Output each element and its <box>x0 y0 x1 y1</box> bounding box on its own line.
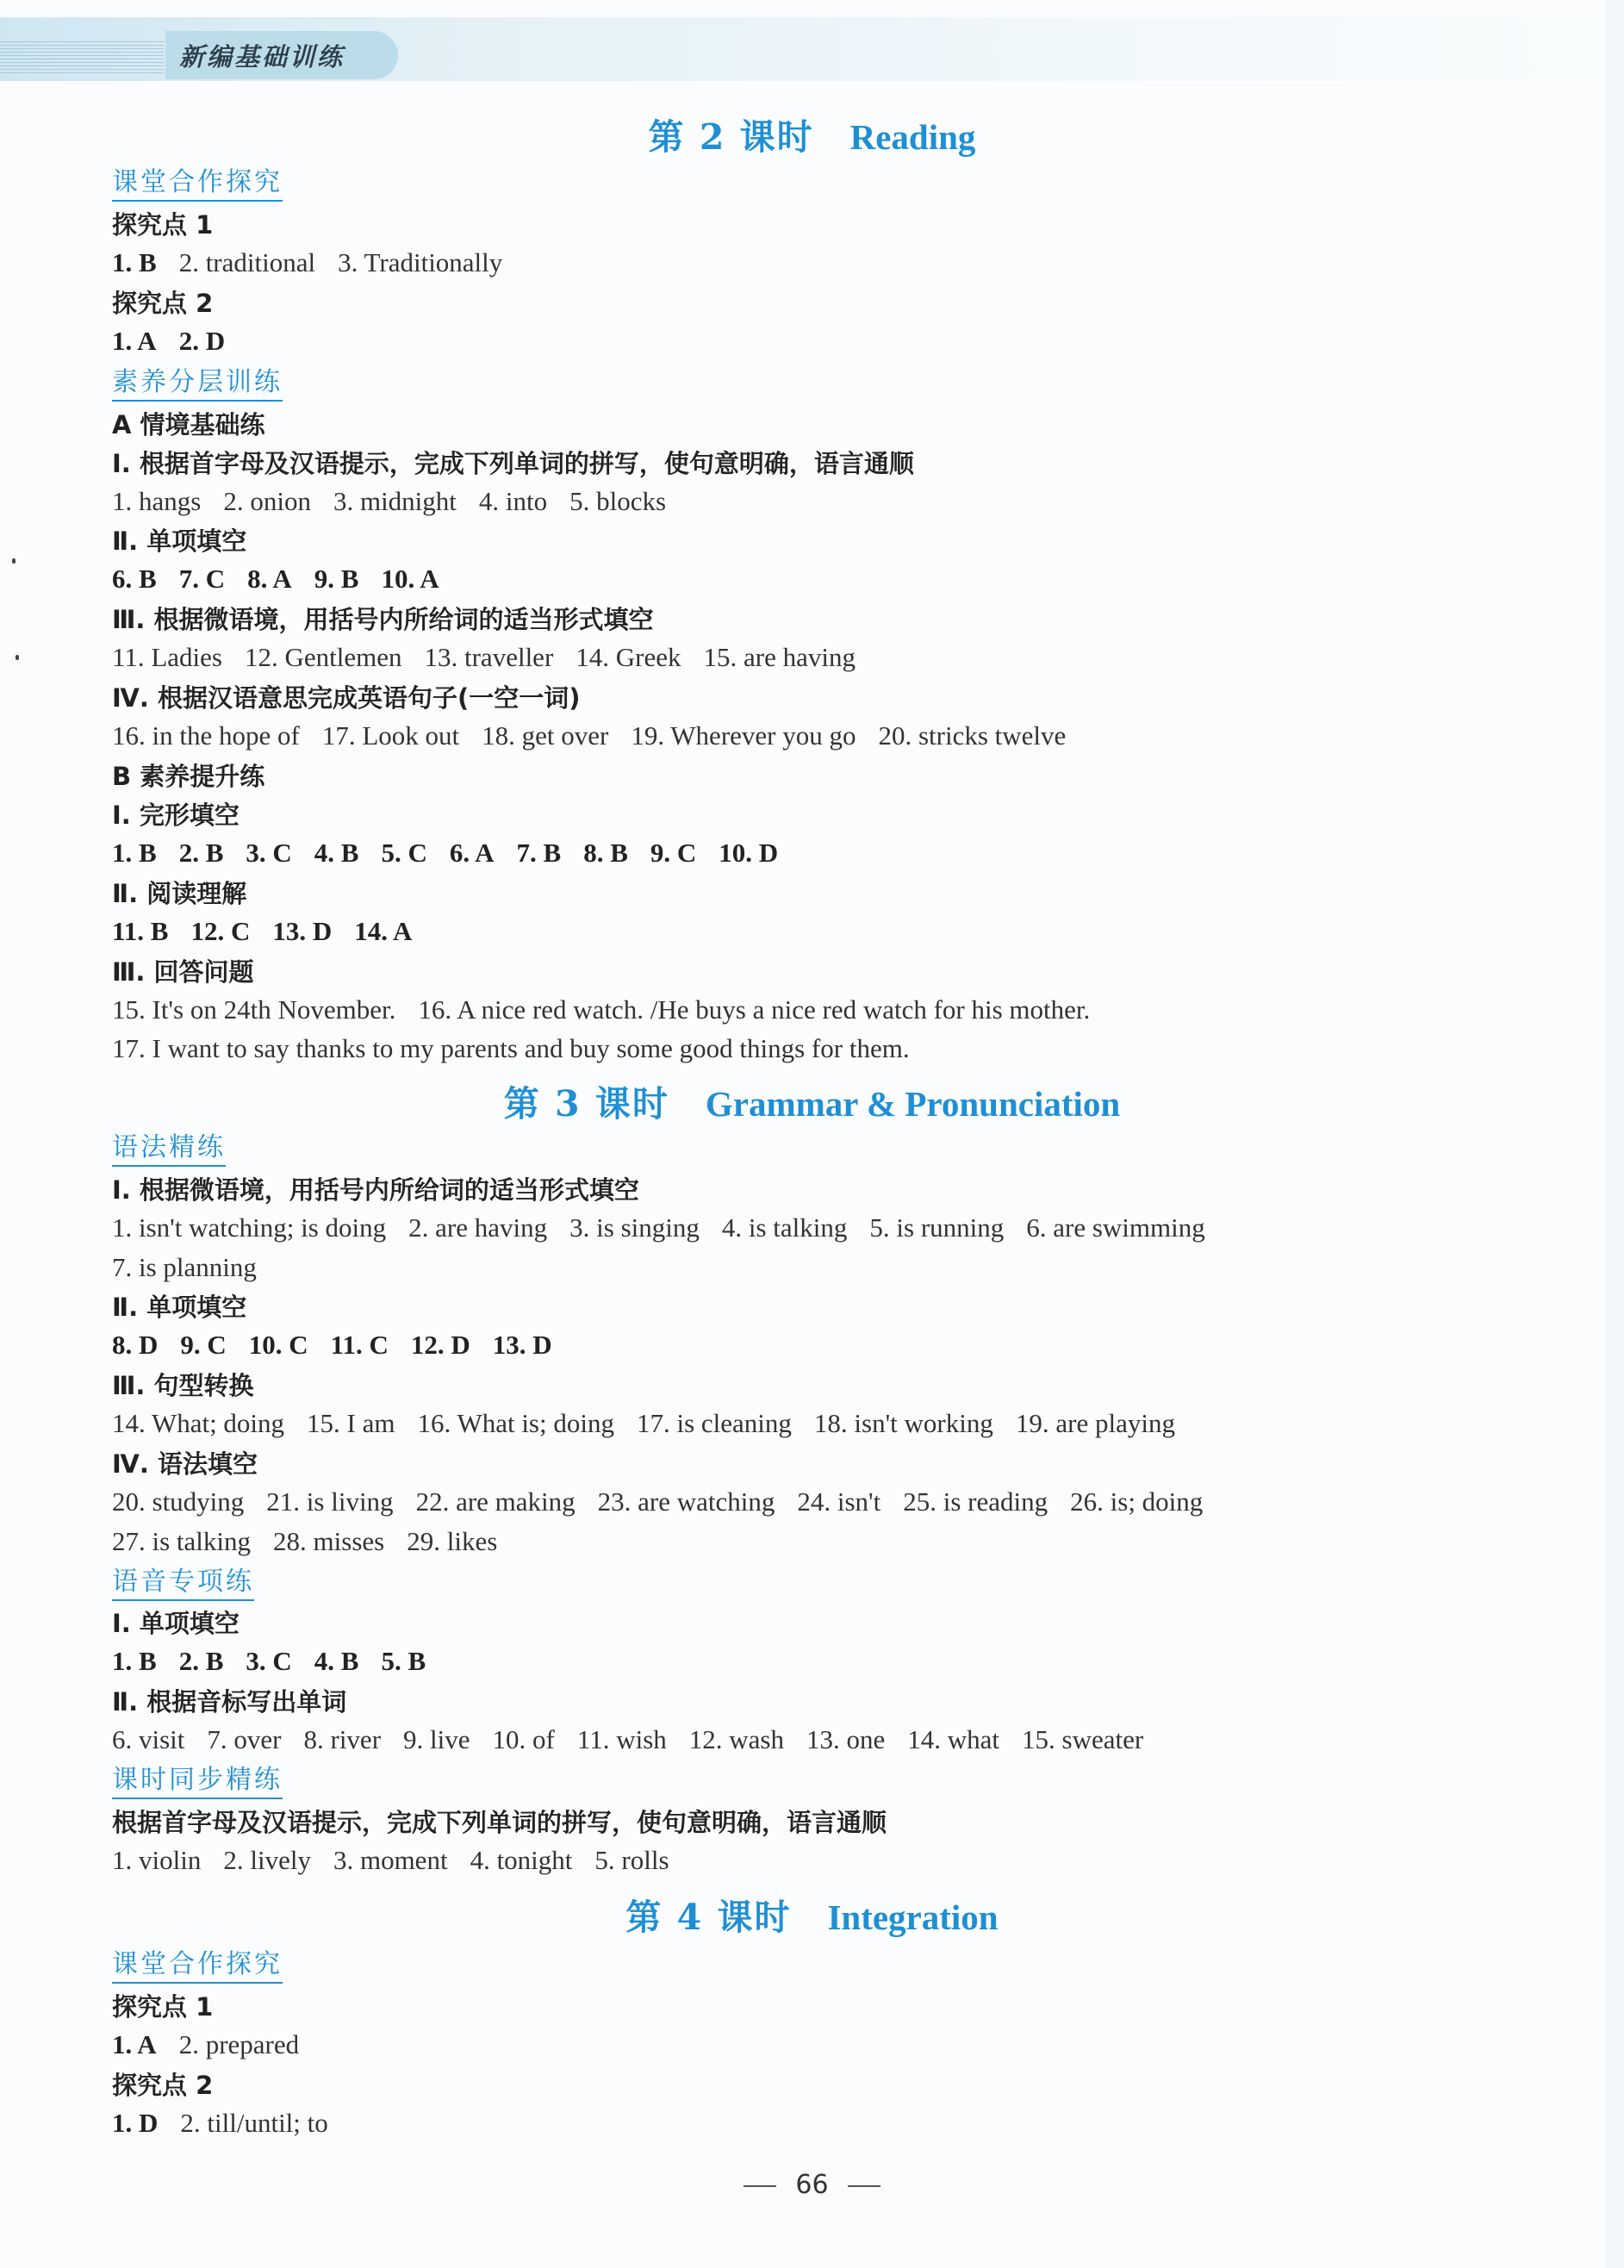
lesson-number: 第 3 课时 <box>503 1083 669 1125</box>
exercise-heading: Ⅲ. 根据微语境，用括号内所给词的适当形式填空 <box>112 605 654 634</box>
exercise-heading: Ⅲ. 句型转换 <box>112 1371 254 1400</box>
exercise-heading: Ⅰ. 完形填空 <box>112 801 240 830</box>
answer-line: 11. B 12. C 13. D 14. A <box>112 916 413 946</box>
lesson-number: 第 2 课时 <box>648 116 814 158</box>
section-label: 语音专项练 <box>112 1567 254 1601</box>
answer-line: 14. What; doing 15. I am 16. What is; doing 17. is cleaning 18. isn't working 19. are playing <box>112 1408 1175 1438</box>
exercise-heading: Ⅰ. 根据微语境，用括号内所给词的适当形式填空 <box>112 1175 639 1205</box>
exercise-heading: 根据首字母及汉语提示，完成下列单词的拼写，使句意明确，语言通顺 <box>112 1808 887 1837</box>
answer-line: 7. is planning <box>112 1252 257 1282</box>
point-heading: 探究点 2 <box>112 2071 214 2100</box>
answer-line: 17. I want to say thanks to my parents and buy some good things for them. <box>112 1033 910 1063</box>
section-label: 课时同步精练 <box>112 1765 283 1799</box>
point-heading: 探究点 1 <box>112 210 214 240</box>
answer-line: 1. D 2. till/until; to <box>112 2108 328 2138</box>
exercise-heading: Ⅱ. 单项填空 <box>112 526 247 556</box>
answer-line: 1. B 2. B 3. C 4. B 5. C 6. A 7. B 8. B 9. C 10. D <box>112 838 779 868</box>
exercise-heading: Ⅱ. 阅读理解 <box>112 879 247 908</box>
answer-line: 6. visit 7. over 8. river 9. live 10. of 11. wish 12. wash 13. one 14. what 15. sweater <box>112 1724 1144 1754</box>
exercise-heading: Ⅱ. 单项填空 <box>112 1293 247 1322</box>
exercise-heading: Ⅱ. 根据音标写出单词 <box>112 1687 347 1717</box>
answer-line: 1. violin 2. lively 3. moment 4. tonight 5. rolls <box>112 1845 669 1875</box>
answer-line: 27. is talking 28. misses 29. likes <box>112 1526 498 1556</box>
answer-line: 1. A 2. D <box>112 326 226 356</box>
answer-line: 11. Ladies 12. Gentlemen 13. traveller 14. Greek 15. are having <box>112 642 856 672</box>
section-label: 素养分层训练 <box>112 367 283 402</box>
lesson-2-title <box>0 109 1624 159</box>
answer-line: 1. hangs 2. onion 3. midnight 4. into 5. blocks <box>112 486 667 516</box>
section-label: 语法精练 <box>112 1132 226 1167</box>
exercise-heading: Ⅳ. 语法填空 <box>112 1449 258 1479</box>
section-label: 课堂合作探究 <box>112 1949 283 1984</box>
lesson-name: Grammar & Pronunciation <box>705 1084 1121 1124</box>
lesson-name: Integration <box>827 1897 999 1937</box>
exercise-heading: Ⅲ. 回答问题 <box>112 957 254 987</box>
point-heading: 探究点 2 <box>112 289 214 318</box>
section-label: 课堂合作探究 <box>112 167 283 202</box>
answer-line: 1. isn't watching; is doing 2. are having 3. is singing 4. is talking 5. is running 6. are swimming <box>112 1212 1205 1243</box>
header-decoration <box>0 41 164 76</box>
lesson-3-title <box>0 1075 1624 1126</box>
page-number: 66 <box>0 2170 1624 2200</box>
answer-line: 16. in the hope of 17. Look out 18. get over 19. Wherever you go 20. stricks twelve <box>112 720 1067 751</box>
scan-mark <box>16 655 19 660</box>
lesson-4-title <box>0 1889 1624 1940</box>
answer-line: 15. It's on 24th November. 16. A nice red watch. /He buys a nice red watch for his mother. <box>112 994 1091 1025</box>
answer-line: 1. A 2. prepared <box>112 2029 300 2059</box>
scan-mark <box>12 558 16 564</box>
exercise-heading: Ⅰ. 单项填空 <box>112 1609 240 1638</box>
answer-line: 6. B 7. C 8. A 9. B 10. A <box>112 564 439 594</box>
answer-line: 20. studying 21. is living 22. are making 23. are watching 24. isn't 25. is reading 26. is; doing <box>112 1486 1204 1517</box>
exercise-heading: Ⅰ. 根据首字母及汉语提示，完成下列单词的拼写，使句意明确，语言通顺 <box>112 449 914 478</box>
answer-line: 1. B 2. B 3. C 4. B 5. B <box>112 1646 426 1676</box>
lesson-name: Reading <box>849 117 976 157</box>
level-heading: A 情境基础练 <box>112 410 265 439</box>
lesson-number: 第 4 课时 <box>625 1897 792 1938</box>
series-title: 新编基础训练 <box>165 31 398 79</box>
level-heading: B 素养提升练 <box>112 762 265 791</box>
point-heading: 探究点 1 <box>112 1992 214 2022</box>
answer-line: 8. D 9. C 10. C 11. C 12. D 13. D <box>112 1330 552 1360</box>
exercise-heading: Ⅳ. 根据汉语意思完成英语句子(一空一词) <box>112 683 581 713</box>
answer-line: 1. B 2. traditional 3. Traditionally <box>112 247 503 277</box>
